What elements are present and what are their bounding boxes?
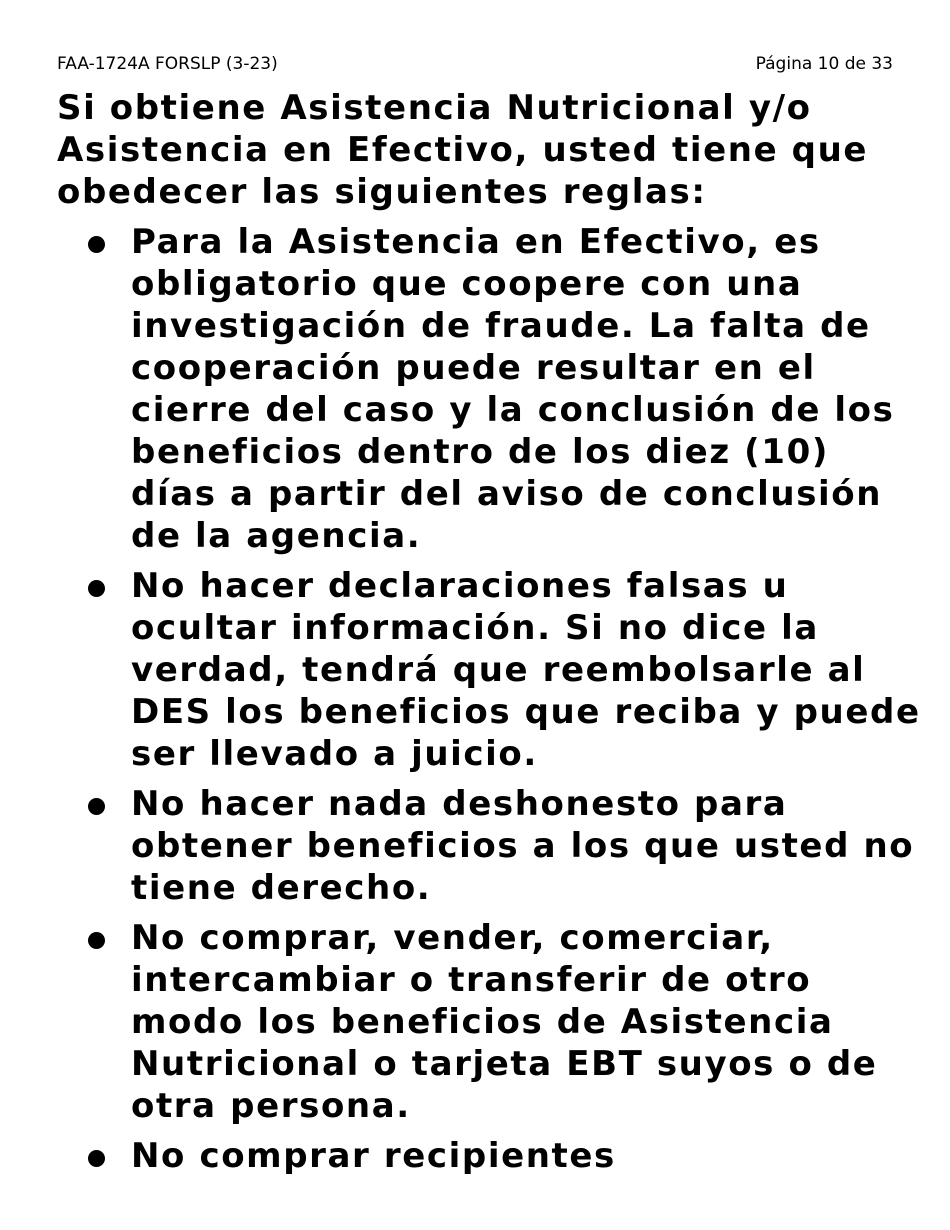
list-item: [0, 1135, 921, 1177]
list-item: [0, 783, 921, 909]
page-number: Página 10 de 33: [755, 54, 893, 74]
list-item: [0, 565, 921, 775]
section-heading: Si obtiene Asistencia Nutricional y/o Asistencia en Efectivo, usted tiene que obedecer las siguientes reglas:: [57, 88, 869, 212]
list-item: [0, 917, 921, 1127]
form-code: FAA-1724A FORSLP (3-23): [57, 54, 278, 74]
bullet-icon: [88, 798, 105, 815]
rules-list: [0, 221, 950, 1185]
rule-text: No hacer nada deshonesto para obtener beneficios a los que usted no tiene derecho.: [131, 784, 915, 908]
rule-text: No hacer declaraciones falsas u ocultar información. Si no dice la verdad, tendrá que reembolsarle al DES los beneficios que reciba y puede ser llevado a juicio.: [131, 566, 921, 774]
page-header: [57, 52, 893, 76]
rule-text: No comprar, vender, comerciar, intercambiar o transferir de otro modo los beneficios de Asistencia Nutricional o tarjeta EBT suyos o de otra persona.: [131, 918, 878, 1126]
list-item: [0, 221, 921, 557]
bullet-icon: [88, 1150, 105, 1167]
rule-text: Para la Asistencia en Efectivo, es obligatorio que coopere con una investigación de fraude. La falta de cooperación puede resultar en el cierre del caso y la conclusión de los beneficios dentro de los diez (10) días a partir del aviso de conclusión de la agencia.: [131, 222, 895, 556]
bullet-icon: [88, 580, 105, 597]
bullet-icon: [88, 932, 105, 949]
bullet-icon: [88, 236, 105, 253]
rule-text: No comprar recipientes: [131, 1136, 616, 1176]
